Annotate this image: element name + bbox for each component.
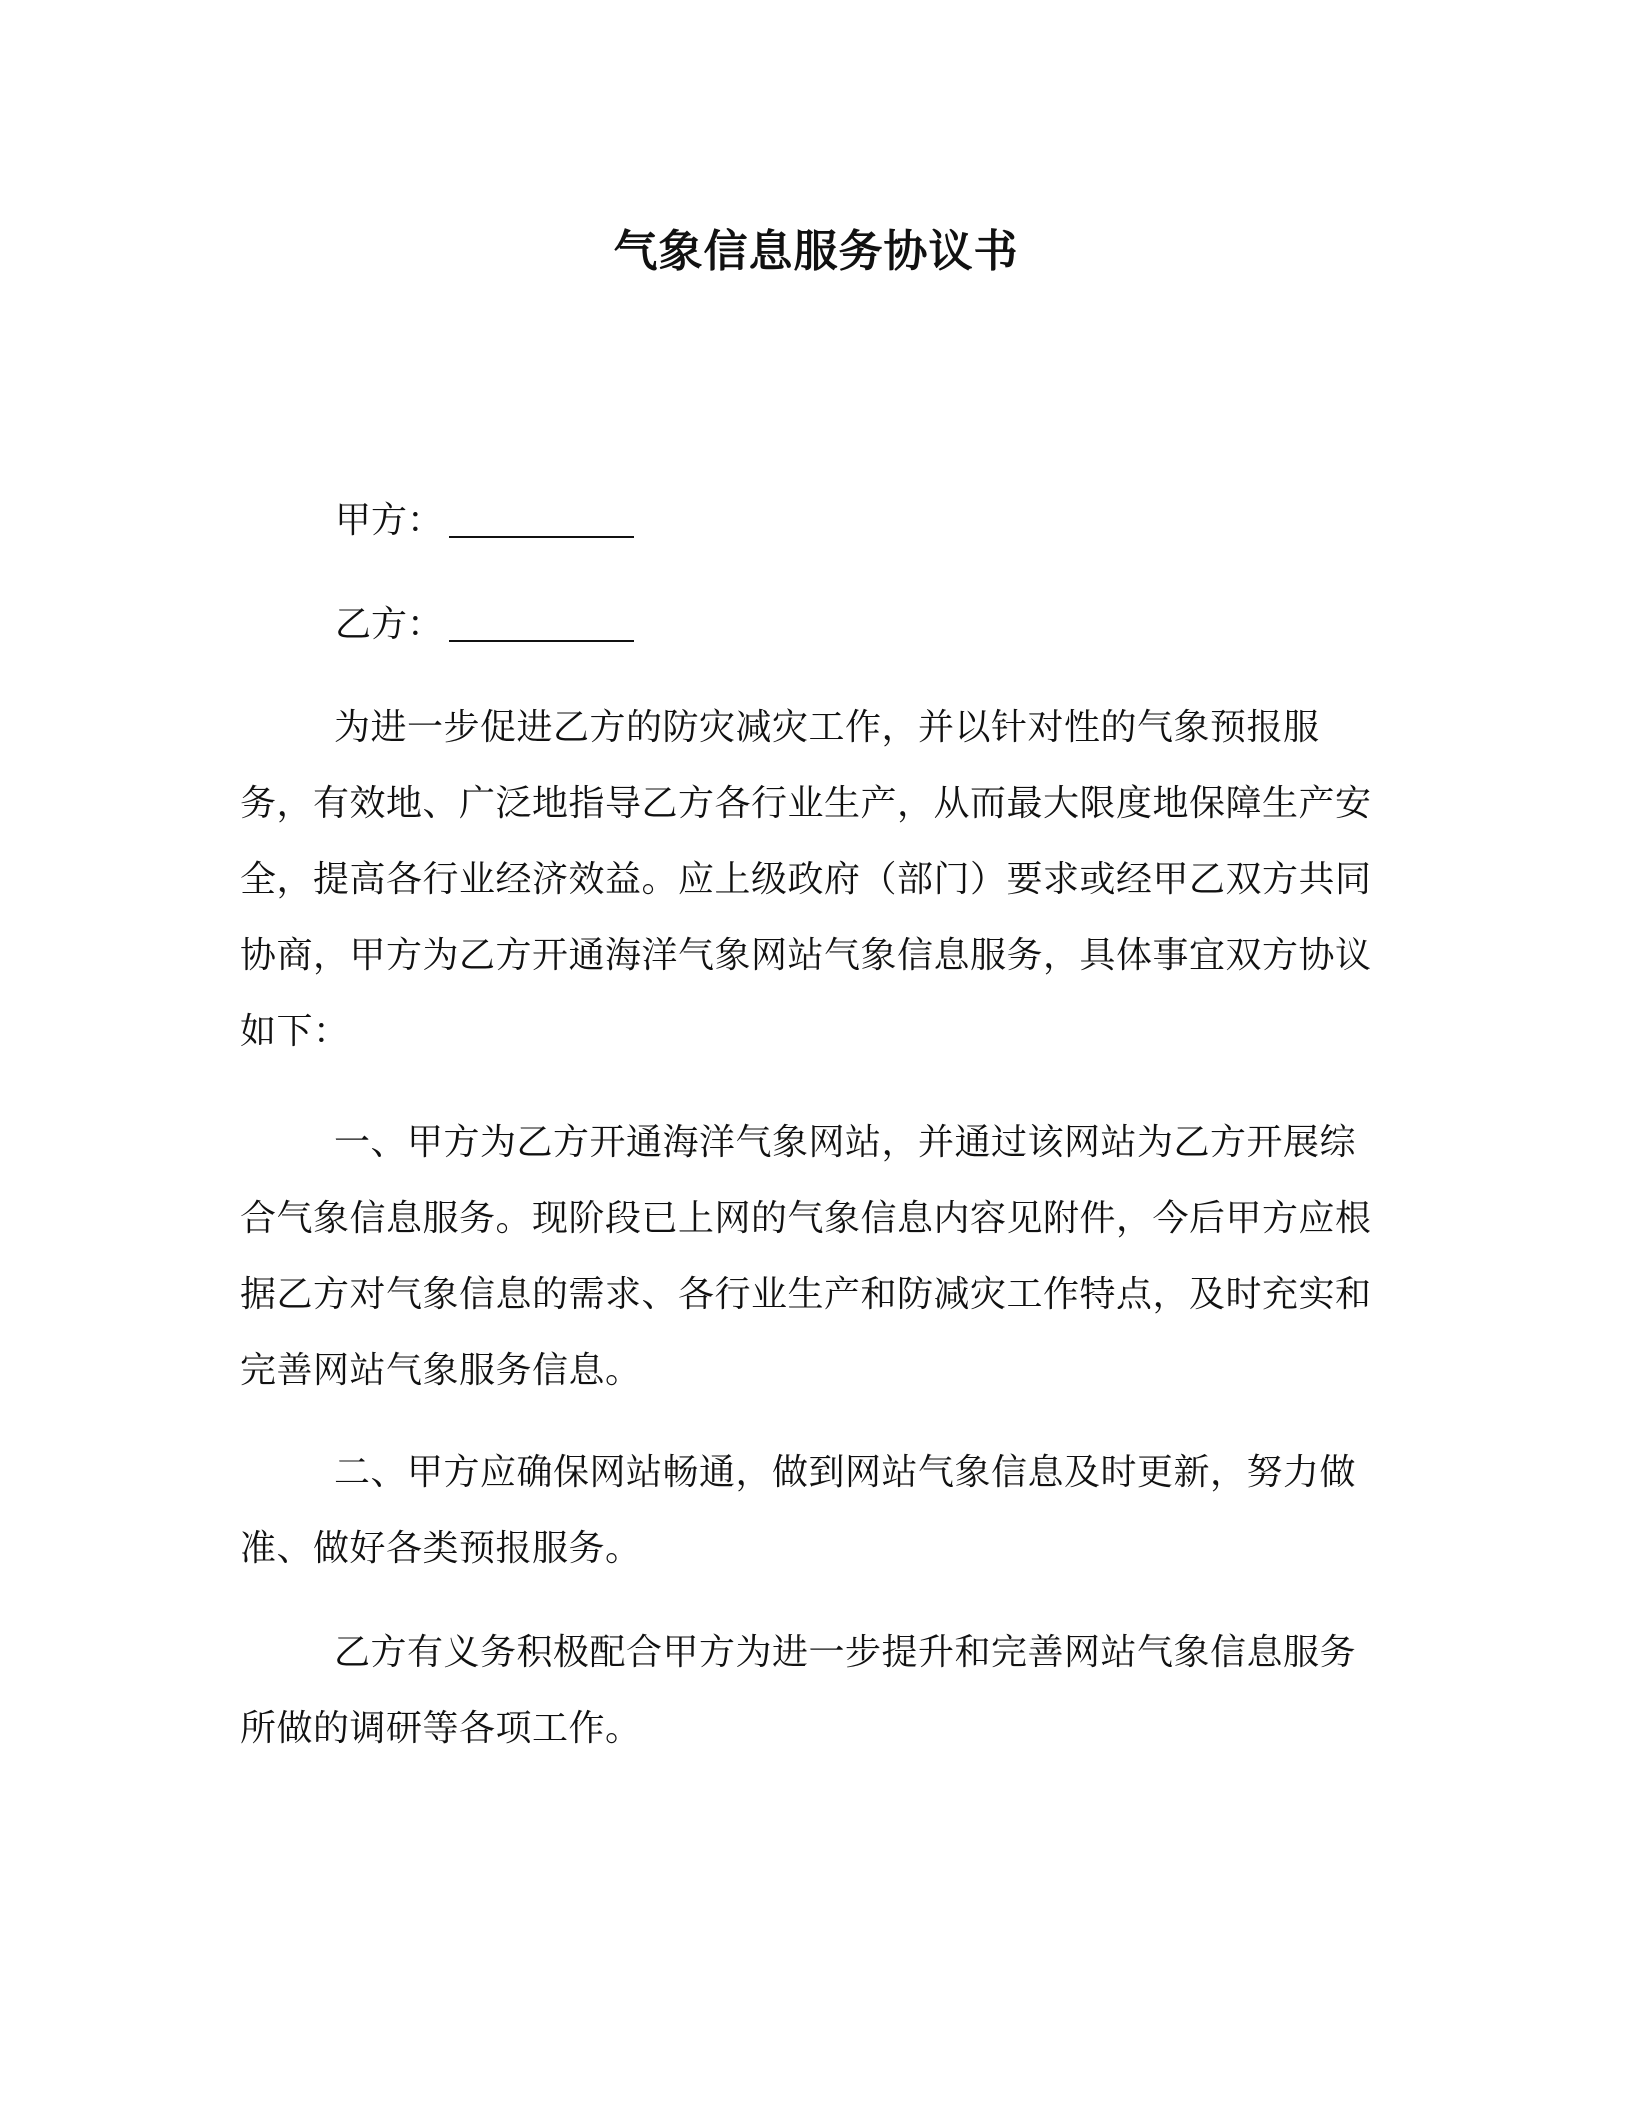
paragraph-clause-1: 一、甲方为乙方开通海洋气象网站，并通过该网站为乙方开展综合气象信息服务。现阶段已上网的气象信息内容见附件，今后甲方应根据乙方对气象信息的需求、各行业生产和防减灾工作特点，及时充实和完善网站气象服务信息。	[240, 1122, 1372, 1391]
paragraph-party-b-obligation: 乙方有义务积极配合甲方为进一步提升和完善网站气象信息服务所做的调研等各项工作。	[240, 1632, 1357, 1749]
document-title: 气象信息服务协议书	[613, 226, 1019, 277]
paragraph-clause-2: 二、甲方应确保网站畅通，做到网站气象信息及时更新，努力做准、做好各类预报服务。	[240, 1452, 1357, 1569]
party-a-label: 甲方：	[335, 500, 444, 541]
party-b-label: 乙方：	[335, 604, 444, 645]
party-a-line	[335, 496, 634, 546]
party-a-blank-field	[449, 506, 634, 538]
paragraph-preamble: 为进一步促进乙方的防灾减灾工作，并以针对性的气象预报服务，有效地、广泛地指导乙方各行业生产，从而最大限度地保障生产安全，提高各行业经济效益。应上级政府（部门）要求或经甲乙双方共同协商，甲方为乙方开通海洋气象网站气象信息服务，具体事宜双方协议如下：	[240, 707, 1372, 1052]
party-b-blank-field	[449, 610, 634, 642]
party-b-line	[335, 600, 634, 650]
